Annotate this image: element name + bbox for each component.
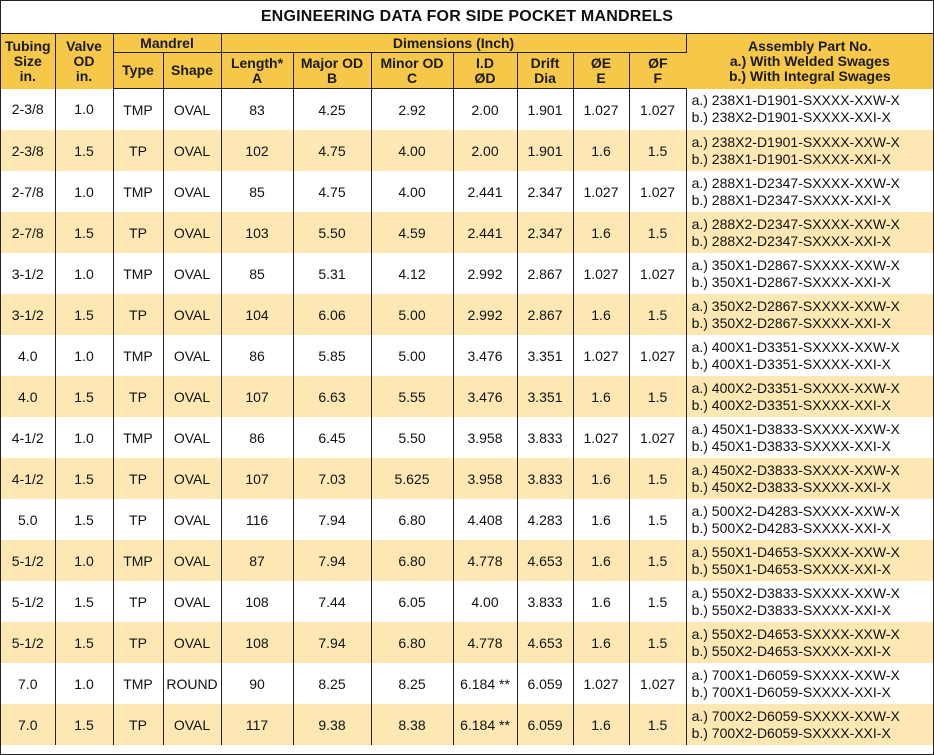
cell-length-a: 108 [221,581,293,622]
cell-dim-e: 1.027 [573,417,629,458]
cell-mandrel-type: TP [113,130,163,171]
cell-tubing-size: 5.0 [1,499,55,540]
cell-mandrel-type: TP [113,622,163,663]
cell-dim-e: 1.6 [573,294,629,335]
cell-assembly-part-no [686,376,933,417]
cell-valve-od: 1.0 [55,89,113,131]
cell-length-a: 86 [221,335,293,376]
table-body [1,89,933,746]
cell-drift-dia: 3.351 [517,376,573,417]
cell-valve-od: 1.5 [55,499,113,540]
cell-mandrel-shape: OVAL [163,458,221,499]
cell-mandrel-type: TP [113,458,163,499]
header-mandrel: Mandrel [113,34,221,53]
part-no-welded: a.) 450X2-D3833-SXXXX-XXW-X [691,461,900,478]
cell-inner-diameter: 3.958 [453,417,517,458]
cell-mandrel-shape: OVAL [163,376,221,417]
cell-inner-diameter: 2.441 [453,212,517,253]
header-id: I.D ØD [453,53,517,89]
cell-tubing-size: 7.0 [1,663,55,704]
cell-valve-od: 1.0 [55,171,113,212]
cell-drift-dia: 4.653 [517,622,573,663]
header-tubing-size: Tubing Size in. [1,34,55,89]
cell-mandrel-type: TMP [113,417,163,458]
cell-inner-diameter: 4.778 [453,622,517,663]
cell-length-a: 107 [221,376,293,417]
cell-inner-diameter: 3.958 [453,458,517,499]
page-title: ENGINEERING DATA FOR SIDE POCKET MANDRELS [1,1,933,34]
cell-dim-f: 1.027 [629,335,686,376]
part-no-integral: b.) 400X1-D3351-SXXXX-XXI-X [691,355,891,372]
cell-drift-dia: 2.347 [517,171,573,212]
cell-major-od: 7.94 [293,499,371,540]
part-no-integral: b.) 500X2-D4283-SXXXX-XXI-X [691,519,891,536]
cell-inner-diameter: 3.476 [453,335,517,376]
cell-drift-dia: 1.901 [517,89,573,131]
cell-mandrel-shape: OVAL [163,335,221,376]
cell-length-a: 90 [221,663,293,704]
cell-length-a: 103 [221,212,293,253]
cell-mandrel-shape: OVAL [163,417,221,458]
cell-assembly-part-no [686,581,933,622]
cell-dim-f: 1.027 [629,89,686,131]
cell-mandrel-type: TMP [113,89,163,131]
cell-dim-e: 1.6 [573,499,629,540]
cell-mandrel-shape: OVAL [163,499,221,540]
cell-dim-f: 1.027 [629,171,686,212]
cell-dim-e: 1.027 [573,335,629,376]
cell-tubing-size: 2-7/8 [1,171,55,212]
part-no-welded: a.) 400X1-D3351-SXXXX-XXW-X [691,338,900,355]
header-major-od: Major OD B [293,53,371,89]
cell-tubing-size: 2-3/8 [1,89,55,131]
table-row [1,499,933,540]
cell-length-a: 116 [221,499,293,540]
cell-mandrel-shape: OVAL [163,130,221,171]
table-row [1,212,933,253]
cell-major-od: 7.94 [293,540,371,581]
cell-inner-diameter: 4.408 [453,499,517,540]
cell-major-od: 6.06 [293,294,371,335]
cell-dim-e: 1.6 [573,212,629,253]
part-no-integral: b.) 450X1-D3833-SXXXX-XXI-X [691,437,891,454]
cell-assembly-part-no [686,335,933,376]
cell-length-a: 86 [221,417,293,458]
cell-tubing-size: 5-1/2 [1,622,55,663]
cell-drift-dia: 4.653 [517,540,573,581]
cell-valve-od: 1.0 [55,417,113,458]
table-row [1,171,933,212]
header-valve-od: Valve OD in. [55,34,113,89]
cell-drift-dia: 4.283 [517,499,573,540]
part-no-welded: a.) 288X2-D2347-SXXXX-XXW-X [691,215,900,232]
cell-drift-dia: 6.059 [517,704,573,745]
cell-dim-f: 1.5 [629,458,686,499]
cell-mandrel-type: TP [113,376,163,417]
part-no-integral: b.) 700X1-D6059-SXXXX-XXI-X [691,683,891,700]
part-no-integral: b.) 700X2-D6059-SXXXX-XXI-X [691,724,891,741]
cell-valve-od: 1.5 [55,704,113,745]
part-no-integral: b.) 238X1-D1901-SXXXX-XXI-X [691,150,891,167]
table-row [1,581,933,622]
cell-minor-od: 4.00 [371,171,453,212]
cell-major-od: 5.85 [293,335,371,376]
part-no-integral: b.) 350X2-D2867-SXXXX-XXI-X [691,314,891,331]
cell-inner-diameter: 4.00 [453,581,517,622]
cell-dim-e: 1.027 [573,89,629,131]
cell-dim-e: 1.027 [573,663,629,704]
table-row [1,458,933,499]
cell-major-od: 5.31 [293,253,371,294]
cell-assembly-part-no [686,253,933,294]
cell-assembly-part-no [686,130,933,171]
cell-drift-dia: 6.059 [517,663,573,704]
cell-inner-diameter: 2.441 [453,171,517,212]
cell-tubing-size: 2-3/8 [1,130,55,171]
cell-drift-dia: 3.833 [517,458,573,499]
cell-tubing-size: 2-7/8 [1,212,55,253]
cell-inner-diameter: 6.184 ** [453,663,517,704]
cell-dim-e: 1.027 [573,253,629,294]
cell-mandrel-shape: OVAL [163,89,221,131]
cell-tubing-size: 7.0 [1,704,55,745]
cell-assembly-part-no [686,417,933,458]
part-no-integral: b.) 400X2-D3351-SXXXX-XXI-X [691,396,891,413]
cell-major-od: 9.38 [293,704,371,745]
cell-mandrel-shape: OVAL [163,622,221,663]
cell-inner-diameter: 3.476 [453,376,517,417]
cell-minor-od: 2.92 [371,89,453,131]
cell-dim-f: 1.5 [629,704,686,745]
cell-mandrel-shape: OVAL [163,212,221,253]
cell-drift-dia: 3.833 [517,417,573,458]
cell-dim-f: 1.5 [629,622,686,663]
engineering-data-table [1,34,933,745]
cell-dim-e: 1.6 [573,622,629,663]
cell-tubing-size: 4.0 [1,335,55,376]
cell-minor-od: 4.12 [371,253,453,294]
cell-dim-f: 1.5 [629,499,686,540]
cell-valve-od: 1.0 [55,540,113,581]
part-no-welded: a.) 550X1-D4653-SXXXX-XXW-X [691,543,900,560]
header-oe: ØE E [573,53,629,89]
cell-tubing-size: 3-1/2 [1,253,55,294]
part-no-welded: a.) 550X2-D4653-SXXXX-XXW-X [691,625,900,642]
cell-mandrel-type: TP [113,499,163,540]
cell-length-a: 117 [221,704,293,745]
cell-dim-e: 1.6 [573,704,629,745]
cell-assembly-part-no [686,458,933,499]
cell-valve-od: 1.0 [55,335,113,376]
cell-inner-diameter: 2.992 [453,294,517,335]
cell-length-a: 102 [221,130,293,171]
cell-tubing-size: 4.0 [1,376,55,417]
cell-dim-f: 1.027 [629,663,686,704]
cell-major-od: 4.25 [293,89,371,131]
cell-assembly-part-no [686,663,933,704]
cell-inner-diameter: 2.00 [453,130,517,171]
cell-minor-od: 8.25 [371,663,453,704]
cell-dim-f: 1.027 [629,417,686,458]
cell-tubing-size: 3-1/2 [1,294,55,335]
cell-assembly-part-no [686,171,933,212]
cell-mandrel-type: TP [113,294,163,335]
cell-major-od: 8.25 [293,663,371,704]
cell-dim-e: 1.6 [573,130,629,171]
cell-inner-diameter: 6.184 ** [453,704,517,745]
part-no-welded: a.) 238X2-D1901-SXXXX-XXW-X [691,133,900,150]
cell-mandrel-type: TMP [113,335,163,376]
part-no-integral: b.) 550X1-D4653-SXXXX-XXI-X [691,560,891,577]
part-no-integral: b.) 550X2-D4653-SXXXX-XXI-X [691,642,891,659]
cell-dim-f: 1.027 [629,253,686,294]
header-drift-dia: Drift Dia [517,53,573,89]
table-row [1,376,933,417]
cell-assembly-part-no [686,622,933,663]
cell-length-a: 108 [221,622,293,663]
cell-drift-dia: 2.347 [517,212,573,253]
cell-valve-od: 1.0 [55,253,113,294]
part-no-integral: b.) 288X1-D2347-SXXXX-XXI-X [691,191,891,208]
part-no-integral: b.) 550X2-D3833-SXXXX-XXI-X [691,601,891,618]
cell-length-a: 107 [221,458,293,499]
table-row [1,335,933,376]
part-no-welded: a.) 550X2-D3833-SXXXX-XXW-X [691,584,900,601]
part-no-welded: a.) 500X2-D4283-SXXXX-XXW-X [691,502,900,519]
cell-dim-f: 1.5 [629,581,686,622]
cell-major-od: 7.94 [293,622,371,663]
cell-length-a: 104 [221,294,293,335]
cell-inner-diameter: 2.00 [453,89,517,131]
part-no-welded: a.) 450X1-D3833-SXXXX-XXW-X [691,420,900,437]
header-of: ØF F [629,53,686,89]
table-row [1,130,933,171]
table-row [1,417,933,458]
cell-minor-od: 5.55 [371,376,453,417]
cell-major-od: 7.03 [293,458,371,499]
cell-minor-od: 4.59 [371,212,453,253]
header-type: Type [113,53,163,89]
cell-mandrel-type: TP [113,704,163,745]
cell-dim-f: 1.5 [629,294,686,335]
table-row [1,89,933,131]
cell-minor-od: 6.05 [371,581,453,622]
part-no-integral: b.) 238X2-D1901-SXXXX-XXI-X [691,109,891,126]
cell-length-a: 85 [221,253,293,294]
cell-tubing-size: 4-1/2 [1,417,55,458]
part-no-integral: b.) 288X2-D2347-SXXXX-XXI-X [691,232,891,249]
cell-dim-e: 1.6 [573,376,629,417]
cell-valve-od: 1.0 [55,663,113,704]
cell-dim-f: 1.5 [629,540,686,581]
cell-mandrel-type: TMP [113,253,163,294]
header-assembly-part-no: Assembly Part No. a.) With Welded Swages b.) With Integral Swages [686,34,933,89]
cell-length-a: 83 [221,89,293,131]
cell-valve-od: 1.5 [55,581,113,622]
cell-mandrel-shape: OVAL [163,540,221,581]
table-row [1,663,933,704]
cell-dim-e: 1.6 [573,581,629,622]
cell-mandrel-shape: OVAL [163,253,221,294]
cell-major-od: 4.75 [293,130,371,171]
cell-inner-diameter: 4.778 [453,540,517,581]
cell-minor-od: 5.00 [371,335,453,376]
cell-minor-od: 6.80 [371,499,453,540]
cell-valve-od: 1.5 [55,130,113,171]
part-no-welded: a.) 350X1-D2867-SXXXX-XXW-X [691,256,900,273]
table-row [1,253,933,294]
cell-mandrel-shape: OVAL [163,581,221,622]
cell-drift-dia: 1.901 [517,130,573,171]
cell-mandrel-shape: OVAL [163,294,221,335]
cell-assembly-part-no [686,89,933,131]
cell-minor-od: 8.38 [371,704,453,745]
cell-dim-e: 1.027 [573,171,629,212]
cell-mandrel-type: TMP [113,540,163,581]
cell-major-od: 6.63 [293,376,371,417]
part-no-welded: a.) 238X1-D1901-SXXXX-XXW-X [691,92,900,109]
cell-tubing-size: 5-1/2 [1,540,55,581]
part-no-welded: a.) 350X2-D2867-SXXXX-XXW-X [691,297,900,314]
cell-minor-od: 6.80 [371,622,453,663]
cell-minor-od: 5.625 [371,458,453,499]
header-dimensions: Dimensions (Inch) [221,34,686,53]
cell-major-od: 5.50 [293,212,371,253]
cell-inner-diameter: 2.992 [453,253,517,294]
header-minor-od: Minor OD C [371,53,453,89]
cell-mandrel-shape: OVAL [163,704,221,745]
cell-drift-dia: 3.351 [517,335,573,376]
part-no-welded: a.) 400X2-D3351-SXXXX-XXW-X [691,379,900,396]
cell-valve-od: 1.5 [55,622,113,663]
table-row [1,622,933,663]
cell-assembly-part-no [686,499,933,540]
cell-mandrel-type: TMP [113,171,163,212]
cell-mandrel-type: TP [113,212,163,253]
part-no-welded: a.) 700X2-D6059-SXXXX-XXW-X [691,707,900,724]
cell-mandrel-type: TP [113,581,163,622]
cell-minor-od: 6.80 [371,540,453,581]
cell-dim-f: 1.5 [629,212,686,253]
cell-drift-dia: 2.867 [517,294,573,335]
part-no-welded: a.) 700X1-D6059-SXXXX-XXW-X [691,666,900,683]
cell-assembly-part-no [686,704,933,745]
cell-minor-od: 5.00 [371,294,453,335]
part-no-welded: a.) 288X1-D2347-SXXXX-XXW-X [691,174,900,191]
cell-minor-od: 5.50 [371,417,453,458]
cell-drift-dia: 3.833 [517,581,573,622]
cell-valve-od: 1.5 [55,212,113,253]
cell-valve-od: 1.5 [55,294,113,335]
cell-minor-od: 4.00 [371,130,453,171]
cell-valve-od: 1.5 [55,458,113,499]
cell-assembly-part-no [686,294,933,335]
cell-assembly-part-no [686,540,933,581]
cell-valve-od: 1.5 [55,376,113,417]
cell-major-od: 6.45 [293,417,371,458]
cell-dim-e: 1.6 [573,540,629,581]
cell-drift-dia: 2.867 [517,253,573,294]
table-row [1,540,933,581]
cell-mandrel-type: TMP [113,663,163,704]
part-no-integral: b.) 350X1-D2867-SXXXX-XXI-X [691,273,891,290]
table-row [1,704,933,745]
cell-dim-e: 1.6 [573,458,629,499]
table-row [1,294,933,335]
part-no-integral: b.) 450X2-D3833-SXXXX-XXI-X [691,478,891,495]
cell-major-od: 4.75 [293,171,371,212]
cell-tubing-size: 5-1/2 [1,581,55,622]
cell-tubing-size: 4-1/2 [1,458,55,499]
cell-mandrel-shape: OVAL [163,171,221,212]
cell-length-a: 87 [221,540,293,581]
cell-mandrel-shape: ROUND [163,663,221,704]
header-length: Length* A [221,53,293,89]
cell-major-od: 7.44 [293,581,371,622]
cell-length-a: 85 [221,171,293,212]
cell-dim-f: 1.5 [629,376,686,417]
header-shape: Shape [163,53,221,89]
cell-dim-f: 1.5 [629,130,686,171]
cell-assembly-part-no [686,212,933,253]
